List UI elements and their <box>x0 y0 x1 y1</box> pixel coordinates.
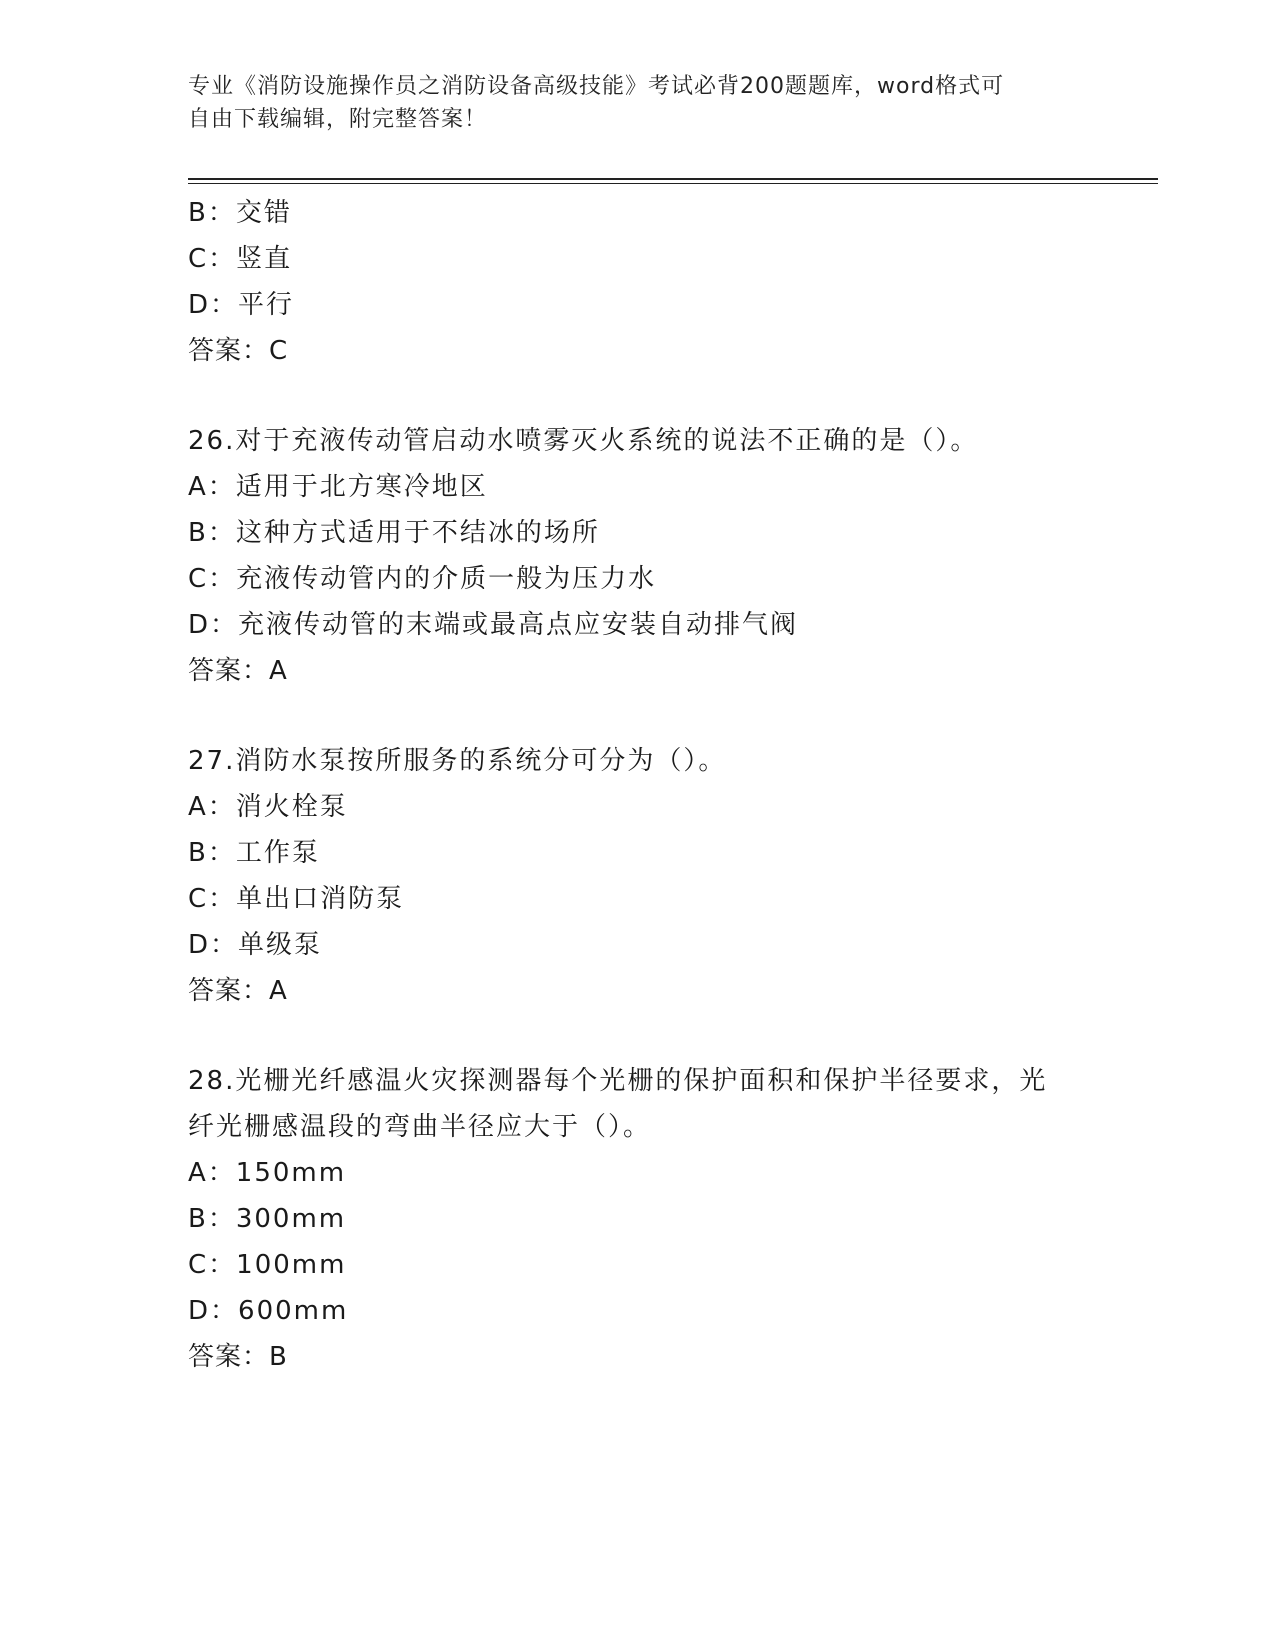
option-b: B：工作泵 <box>188 838 320 868</box>
option-a: A：150mm <box>188 1158 347 1188</box>
option-b: B：300mm <box>188 1204 347 1234</box>
question-27 <box>188 738 1088 1014</box>
option-c: C：100mm <box>188 1250 347 1280</box>
question-26 <box>188 418 1088 694</box>
answer: 答案：C <box>188 336 289 366</box>
question-stem: 27.消防水泵按所服务的系统分可分为（）。 <box>188 746 727 776</box>
question-stem-line-1: 28.光栅光纤感温火灾探测器每个光栅的保护面积和保护半径要求，光 <box>188 1066 1048 1096</box>
question-list <box>188 190 1088 1380</box>
header-line-1: 专业《消防设施操作员之消防设备高级技能》考试必背200题题库，word格式可 <box>188 74 1005 99</box>
option-c: C：充液传动管内的介质一般为压力水 <box>188 564 657 594</box>
option-c: C：竖直 <box>188 244 293 274</box>
option-d: D：600mm <box>188 1296 349 1326</box>
answer: 答案：B <box>188 1342 288 1372</box>
option-d: D：平行 <box>188 290 295 320</box>
option-a: A：适用于北方寒冷地区 <box>188 472 488 502</box>
option-d: D：充液传动管的末端或最高点应安装自动排气阀 <box>188 610 799 640</box>
question-25-continued <box>188 190 1088 374</box>
page-header <box>188 70 1088 136</box>
answer: 答案：A <box>188 656 288 686</box>
spacer <box>188 1014 1088 1058</box>
question-stem-line-2: 纤光栅感温段的弯曲半径应大于（）。 <box>188 1112 652 1142</box>
spacer <box>188 694 1088 738</box>
answer: 答案：A <box>188 976 288 1006</box>
question-stem: 26.对于充液传动管启动水喷雾灭火系统的说法不正确的是（）。 <box>188 426 979 456</box>
option-b: B：交错 <box>188 198 292 228</box>
option-b: B：这种方式适用于不结冰的场所 <box>188 518 600 548</box>
question-28 <box>188 1058 1088 1380</box>
option-c: C：单出口消防泵 <box>188 884 405 914</box>
spacer <box>188 374 1088 418</box>
header-divider <box>188 178 1158 184</box>
option-d: D：单级泵 <box>188 930 323 960</box>
option-a: A：消火栓泵 <box>188 792 348 822</box>
header-line-2: 自由下载编辑，附完整答案！ <box>188 107 488 132</box>
